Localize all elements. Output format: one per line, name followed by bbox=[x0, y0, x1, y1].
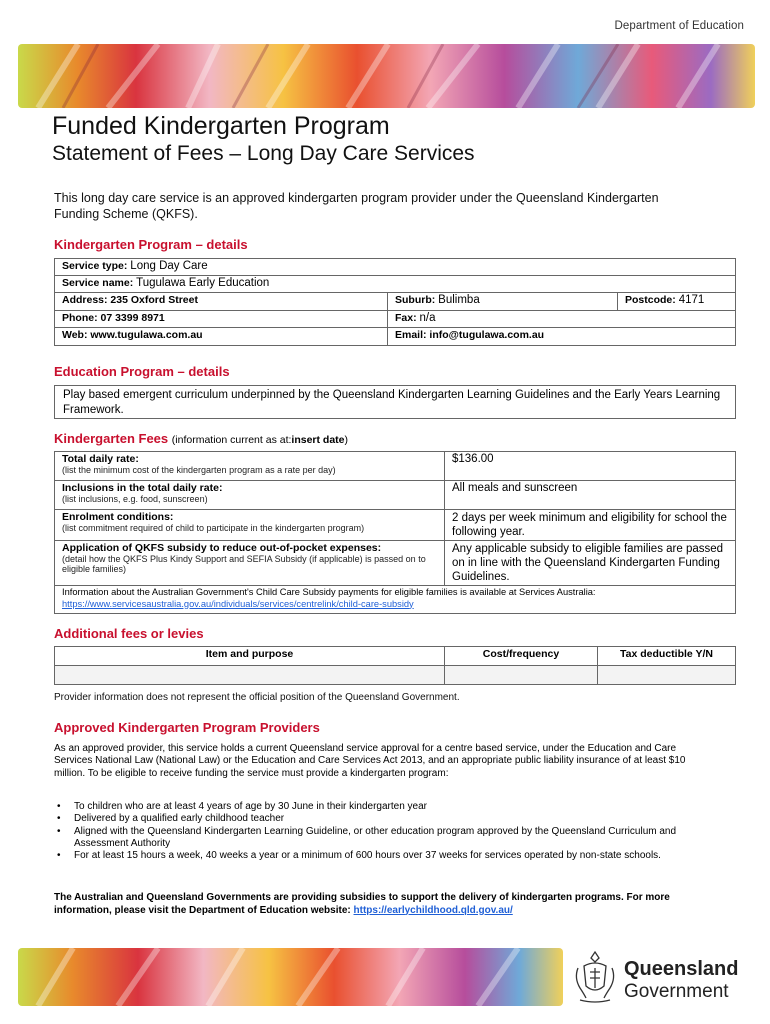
col-tax-deductible: Tax deductible Y/N bbox=[598, 647, 736, 666]
education-website-link[interactable]: https://earlychildhood.qld.gov.au/ bbox=[353, 904, 513, 916]
queensland-government-logo bbox=[570, 948, 750, 1008]
fees-info-pre: (information current as at: bbox=[171, 434, 292, 446]
suburb-label: Suburb: bbox=[395, 294, 436, 306]
fax-cell bbox=[388, 311, 736, 328]
col-cost-frequency: Cost/frequency bbox=[445, 647, 598, 666]
item-purpose-input[interactable] bbox=[55, 666, 445, 685]
fee-value: $136.00 bbox=[445, 452, 736, 481]
fee-row bbox=[55, 510, 736, 541]
web-cell: Web: www.tugulawa.com.au bbox=[55, 328, 388, 346]
banner-art bbox=[18, 948, 563, 1006]
list-item: • Aligned with the Queensland Kindergarten Learning Guideline, or other education program approved by the Queensland Curriculum and Assessment Authority bbox=[54, 826, 714, 851]
kindergarten-details-table bbox=[54, 258, 736, 346]
page-subtitle: Statement of Fees – Long Day Care Services bbox=[52, 142, 475, 165]
banner-art bbox=[18, 44, 755, 108]
crest-icon bbox=[570, 948, 620, 1006]
fee-label-cell bbox=[55, 510, 445, 541]
address-cell: Address: 235 Oxford Street bbox=[55, 293, 388, 311]
email-cell: Email: info@tugulawa.com.au bbox=[388, 328, 736, 346]
closing-text: The Australian and Queensland Governments are providing subsidies to support the delivery of kindergarten programs. For more information, please visit the Department of Education website: bbox=[54, 892, 670, 916]
postcode-value: 4171 bbox=[678, 294, 705, 306]
fee-row bbox=[55, 481, 736, 510]
kindergarten-details-heading: Kindergarten Program – details bbox=[54, 237, 248, 252]
col-item-purpose: Item and purpose bbox=[55, 647, 445, 666]
service-name-label: Service name: bbox=[62, 277, 134, 289]
approved-providers-text: As an approved provider, this service holds a current Queensland service approval for a centre based service, under the Education and Care Services National Law (National Law) or the Education and Care Services Act 2013, and an appropriate public liability insurance of at least $10 million. To be eligible to receive funding the service must provide a kindergarten program: bbox=[54, 743, 686, 779]
fee-label-cell bbox=[55, 481, 445, 510]
fee-note: (list inclusions, e.g. food, sunscreen) bbox=[62, 494, 208, 504]
list-item: • For at least 15 hours a week, 40 weeks a year or a minimum of 600 hours over 37 weeks for services operated by non-state schools. bbox=[54, 850, 714, 862]
fax-label: Fax: bbox=[395, 312, 417, 324]
decorative-banner-bottom bbox=[18, 948, 563, 1006]
suburb-cell bbox=[388, 293, 618, 311]
fee-row bbox=[55, 452, 736, 481]
cost-frequency-input[interactable] bbox=[445, 666, 598, 685]
education-program-text: Play based emergent curriculum underpinned by the Queensland Kindergarten Learning Guidelines and the Early Years Learning Framework. bbox=[54, 385, 736, 419]
postcode-cell bbox=[618, 293, 736, 311]
service-type-value: Long Day Care bbox=[130, 260, 208, 272]
fees-heading: Kindergarten Fees bbox=[54, 431, 169, 446]
fee-label: Total daily rate: bbox=[62, 453, 139, 465]
fees-info-date: insert date bbox=[291, 434, 345, 446]
fee-value: 2 days per week minimum and eligibility for school the following year. bbox=[445, 510, 736, 541]
fees-table bbox=[54, 451, 736, 614]
list-item: • Delivered by a qualified early childhood teacher bbox=[54, 813, 714, 825]
fee-label: Application of QKFS subsidy to reduce out-of-pocket expenses: bbox=[62, 542, 382, 554]
logo-queensland: Queensland bbox=[624, 958, 739, 980]
service-name-cell bbox=[55, 276, 736, 293]
service-type-cell bbox=[55, 259, 736, 276]
decorative-banner-top bbox=[18, 44, 755, 108]
fees-heading-line bbox=[54, 431, 348, 446]
fee-label: Inclusions in the total daily rate: bbox=[62, 482, 223, 494]
intro-text: This long day care service is an approved kindergarten program provider under the Queensland Kindergarten Funding Scheme (QKFS). bbox=[54, 191, 659, 221]
fee-value: All meals and sunscreen bbox=[445, 481, 736, 510]
fee-label-cell bbox=[55, 541, 445, 586]
page-title: Funded Kindergarten Program bbox=[52, 112, 390, 140]
provider-disclaimer: Provider information does not represent the official position of the Queensland Government. bbox=[54, 692, 460, 703]
service-name-value: Tugulawa Early Education bbox=[136, 277, 270, 289]
requirements-list bbox=[54, 801, 714, 862]
fee-note: (list the minimum cost of the kindergarten program as a rate per day) bbox=[62, 465, 336, 475]
suburb-value: Bulimba bbox=[438, 294, 480, 306]
logo-government: Government bbox=[624, 981, 729, 1002]
subsidy-info-link[interactable]: https://www.servicesaustralia.gov.au/individuals/services/centrelink/child-care-subsidy bbox=[62, 598, 414, 609]
fees-info-post: ) bbox=[344, 434, 349, 446]
fee-note: (list commitment required of child to participate in the kindergarten program) bbox=[62, 523, 365, 533]
fax-value: n/a bbox=[419, 312, 436, 324]
subsidy-info-cell bbox=[55, 586, 736, 614]
fee-label: Enrolment conditions: bbox=[62, 511, 174, 523]
fee-row bbox=[55, 541, 736, 586]
postcode-label: Postcode: bbox=[625, 294, 676, 306]
service-type-label: Service type: bbox=[62, 260, 128, 272]
subsidy-info-text: Information about the Australian Government's Child Care Subsidy payments for eligible families is available at Services Australia: bbox=[62, 587, 596, 597]
list-item: • To children who are at least 4 years of age by 30 June in their kindergarten year bbox=[54, 801, 714, 813]
closing-statement bbox=[54, 892, 714, 917]
additional-fees-table bbox=[54, 646, 736, 685]
additional-fees-heading: Additional fees or levies bbox=[54, 626, 204, 641]
fee-label-cell bbox=[55, 452, 445, 481]
tax-deductible-input[interactable] bbox=[598, 666, 736, 685]
approved-providers-heading: Approved Kindergarten Program Providers bbox=[54, 720, 320, 735]
fee-value: Any applicable subsidy to eligible families are passed on in line with the Queensland Kindergarten Funding Guidelines. bbox=[445, 541, 736, 586]
education-program-heading: Education Program – details bbox=[54, 364, 230, 379]
department-name: Department of Education bbox=[614, 20, 744, 32]
phone-cell: Phone: 07 3399 8971 bbox=[55, 311, 388, 328]
fee-note: (detail how the QKFS Plus Kindy Support and SEFIA Subsidy (if applicable) is passed on to eligible families) bbox=[62, 554, 426, 574]
